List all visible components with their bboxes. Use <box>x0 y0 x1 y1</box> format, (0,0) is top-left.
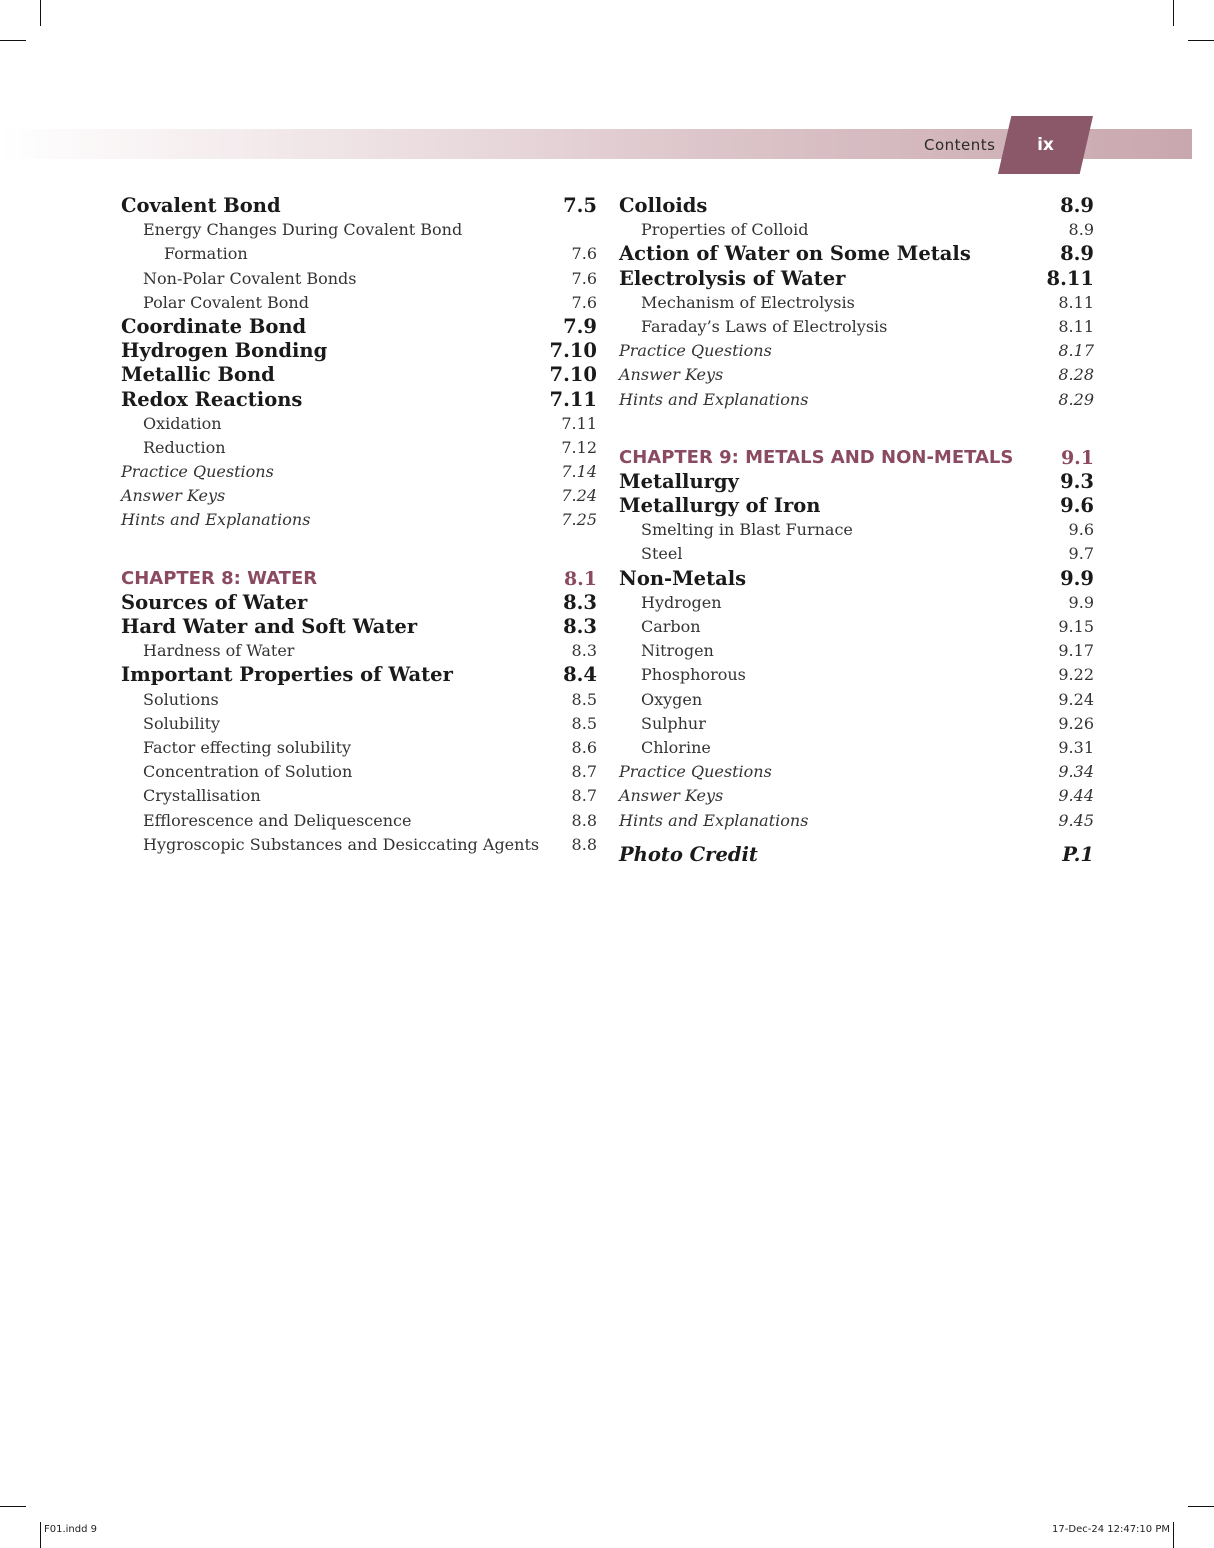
toc-entry-title: Chlorine <box>641 737 711 757</box>
toc-entry-title: Solubility <box>143 713 221 733</box>
toc-entry-title: Polar Covalent Bond <box>143 292 309 312</box>
toc-entry[interactable] <box>619 494 1094 518</box>
toc-entry-title: Solutions <box>143 689 219 709</box>
toc-back-matter-entry[interactable] <box>619 760 1094 784</box>
toc-entry-page: 9.26 <box>1058 713 1094 733</box>
toc-entry-page: 8.11 <box>1058 292 1094 312</box>
toc-entry-page: 7.6 <box>571 268 597 288</box>
footer-file-info: F01.indd 9 <box>44 1524 98 1535</box>
toc-subentry[interactable] <box>121 412 597 436</box>
crop-mark <box>40 1522 41 1548</box>
toc-entry-title: Non-Polar Covalent Bonds <box>143 268 357 288</box>
toc-entry-page: 7.10 <box>549 339 597 363</box>
toc-entry-title: Formation <box>164 244 248 264</box>
toc-entry-title: Crystallisation <box>143 786 261 806</box>
toc-entry[interactable] <box>619 567 1094 591</box>
toc-entry-page: 9.6 <box>1068 520 1094 540</box>
toc-entry[interactable] <box>121 194 597 218</box>
toc-subentry[interactable] <box>121 784 597 808</box>
toc-subentry[interactable] <box>619 518 1094 542</box>
toc-entry-title: CHAPTER 8: WATER <box>121 567 318 589</box>
toc-entry-title: Oxygen <box>641 689 703 709</box>
toc-entry-page: 9.3 <box>1060 469 1094 493</box>
toc-entry-page: 8.11 <box>1046 266 1094 290</box>
toc-entry-title: Metallic Bond <box>121 363 275 387</box>
toc-entry-title: Steel <box>641 544 683 564</box>
toc-entry-title: Hints and Explanations <box>121 510 311 530</box>
toc-entry-page: 9.24 <box>1058 689 1094 709</box>
toc-entry-page: 8.28 <box>1058 365 1094 385</box>
toc-entry-title: Electrolysis of Water <box>619 266 846 290</box>
toc-subentry[interactable] <box>619 639 1094 663</box>
toc-entry-title: Energy Changes During Covalent Bond <box>143 220 463 240</box>
toc-entry-page: 9.15 <box>1058 617 1094 636</box>
toc-back-matter-entry[interactable] <box>619 784 1094 808</box>
toc-entry-page: 8.17 <box>1058 341 1094 361</box>
toc-entry-title: Photo Credit <box>619 842 758 866</box>
toc-entry-title: Hard Water and Soft Water <box>121 615 418 638</box>
toc-entry-title: Mechanism of Electrolysis <box>641 292 855 312</box>
toc-entry-title: Concentration of Solution <box>143 762 353 782</box>
toc-subentry[interactable] <box>619 615 1094 639</box>
toc-entry-page: 8.11 <box>1058 316 1094 336</box>
crop-mark <box>1188 40 1214 41</box>
toc-entry-title: CHAPTER 9: METALS AND NON-METALS <box>619 446 1014 468</box>
toc-entry[interactable] <box>121 388 597 412</box>
toc-entry-title: Properties of Colloid <box>641 220 809 240</box>
toc-subentry[interactable] <box>619 291 1094 315</box>
toc-entry-title: Answer Keys <box>121 486 226 506</box>
toc-entry-page: 8.9 <box>1068 220 1094 240</box>
toc-entry-title: Oxidation <box>143 413 222 433</box>
toc-entry[interactable] <box>619 267 1094 291</box>
toc-entry-title: Hints and Explanations <box>619 810 809 830</box>
toc-subentry-continuation[interactable] <box>121 242 597 266</box>
toc-entry-title: Redox Reactions <box>121 387 303 411</box>
toc-entry-page: 8.4 <box>563 663 597 687</box>
toc-entry-page: 8.5 <box>571 713 597 733</box>
toc-subentry[interactable] <box>121 712 597 736</box>
toc-subentry[interactable] <box>619 542 1094 566</box>
crop-mark <box>0 40 26 41</box>
toc-entry-page: 7.11 <box>549 387 597 411</box>
toc-subentry[interactable] <box>619 712 1094 736</box>
toc-entry-title: Faraday’s Laws of Electrolysis <box>641 316 888 336</box>
toc-entry-page: 9.34 <box>1058 762 1094 782</box>
toc-subentry[interactable] <box>121 436 597 460</box>
toc-entry-page: 7.25 <box>561 510 597 530</box>
toc-entry-page: 7.6 <box>571 292 597 312</box>
toc-back-matter-entry[interactable] <box>619 388 1094 412</box>
toc-entry-title: Phosphorous <box>641 665 746 685</box>
toc-entry-title: Efflorescence and Deliquescence <box>143 810 412 830</box>
toc-entry-title: Hardness of Water <box>143 641 295 661</box>
toc-entry[interactable] <box>121 663 597 687</box>
toc-entry-page: 9.22 <box>1058 665 1094 685</box>
toc-subentry[interactable] <box>121 760 597 784</box>
toc-entry-title: Coordinate Bond <box>121 314 307 338</box>
toc-back-matter-entry[interactable] <box>121 508 597 532</box>
toc-subentry[interactable] <box>121 736 597 760</box>
toc-entry[interactable] <box>619 470 1094 494</box>
toc-entry-page: 8.3 <box>571 641 597 661</box>
toc-entry-page: P.1 <box>1062 842 1094 866</box>
toc-entry-title: Practice Questions <box>619 341 772 361</box>
toc-entry-page: 8.5 <box>571 689 597 709</box>
toc-entry-page: 9.7 <box>1068 544 1094 564</box>
toc-back-matter-entry[interactable] <box>121 460 597 484</box>
toc-entry-page: 8.9 <box>1060 242 1094 266</box>
toc-entry[interactable] <box>121 315 597 339</box>
toc-subentry[interactable] <box>619 218 1094 242</box>
toc-entry-page: 8.7 <box>571 786 597 806</box>
toc-entry-title: Answer Keys <box>619 365 724 385</box>
crop-mark <box>1173 0 1174 26</box>
toc-entry-page: 8.6 <box>571 737 597 757</box>
crop-mark <box>1188 1506 1214 1507</box>
toc-entry-page: 9.44 <box>1058 786 1094 806</box>
toc-entry-page: 9.1 <box>1060 446 1094 469</box>
toc-entry-page: 7.10 <box>549 363 597 387</box>
toc-entry-page: 7.11 <box>561 413 597 433</box>
toc-entry-title: Sources of Water <box>121 590 308 614</box>
toc-entry-title: Practice Questions <box>121 462 274 482</box>
toc-entry-page: 8.9 <box>1060 194 1094 217</box>
toc-subentry[interactable] <box>619 663 1094 687</box>
section-spacer <box>619 412 1094 446</box>
toc-subentry[interactable] <box>619 315 1094 339</box>
section-spacer <box>619 833 1094 843</box>
toc-subentry[interactable] <box>619 591 1094 615</box>
toc-entry-page: 8.7 <box>571 762 597 782</box>
toc-entry[interactable] <box>121 615 597 639</box>
toc-entry-page: 7.12 <box>561 437 597 457</box>
crop-mark <box>40 0 41 26</box>
toc-entry-page: 9.45 <box>1058 810 1094 830</box>
section-spacer <box>121 533 597 567</box>
toc-entry-title: Colloids <box>619 194 708 217</box>
toc-subentry[interactable] <box>121 267 597 291</box>
toc-left-column <box>121 194 597 857</box>
toc-entry-page: 8.3 <box>563 615 597 638</box>
chapter-heading[interactable] <box>619 446 1094 470</box>
toc-entry-title: Answer Keys <box>619 786 724 806</box>
toc-subentry[interactable] <box>121 809 597 833</box>
toc-back-matter-entry[interactable] <box>121 484 597 508</box>
toc-entry-title: Factor effecting solubility <box>143 737 352 757</box>
toc-subentry[interactable] <box>121 639 597 663</box>
toc-entry-title: Important Properties of Water <box>121 663 453 687</box>
toc-entry[interactable] <box>619 194 1094 218</box>
toc-entry-page: 9.31 <box>1058 737 1094 757</box>
toc-entry-title: Carbon <box>641 617 701 636</box>
toc-entry-page: 8.3 <box>563 590 597 614</box>
crop-mark <box>1173 1522 1174 1548</box>
toc-subentry[interactable] <box>121 218 597 242</box>
toc-entry-page: 7.14 <box>561 462 597 482</box>
toc-entry[interactable] <box>619 843 1094 867</box>
toc-entry-page: 8.1 <box>563 567 597 590</box>
toc-entry[interactable] <box>121 339 597 363</box>
page-number: ix <box>1037 135 1054 155</box>
toc-entry-title: Hygroscopic Substances and Desiccating Agents <box>143 834 540 854</box>
toc-entry[interactable] <box>121 591 597 615</box>
toc-entry-page: 7.9 <box>563 314 597 338</box>
toc-entry-title: Hydrogen <box>641 592 722 612</box>
toc-entry-title: Sulphur <box>641 713 706 733</box>
toc-entry-page: 9.9 <box>1068 592 1094 612</box>
toc-entry-title: Non-Metals <box>619 566 747 590</box>
toc-entry-title: Hints and Explanations <box>619 389 809 409</box>
toc-subentry[interactable] <box>121 833 597 857</box>
toc-entry-page: 8.8 <box>571 834 597 854</box>
toc-entry-page: 9.17 <box>1058 641 1094 661</box>
toc-subentry[interactable] <box>619 736 1094 760</box>
toc-entry-title: Covalent Bond <box>121 194 281 217</box>
toc-entry[interactable] <box>121 363 597 387</box>
toc-entry[interactable] <box>619 242 1094 266</box>
toc-back-matter-entry[interactable] <box>619 809 1094 833</box>
toc-right-column <box>619 194 1094 867</box>
toc-entry-page: 7.5 <box>563 194 597 217</box>
toc-back-matter-entry[interactable] <box>619 363 1094 387</box>
header-section-label: Contents <box>924 136 996 154</box>
toc-subentry[interactable] <box>121 291 597 315</box>
toc-entry-title: Hydrogen Bonding <box>121 339 328 363</box>
toc-entry-title: Metallurgy <box>619 469 739 493</box>
toc-entry-page: 8.29 <box>1058 389 1094 409</box>
toc-subentry[interactable] <box>121 688 597 712</box>
toc-entry-page: 9.6 <box>1060 494 1094 518</box>
toc-entry-page: 9.9 <box>1060 566 1094 590</box>
toc-entry-page: 7.6 <box>571 244 597 264</box>
toc-back-matter-entry[interactable] <box>619 339 1094 363</box>
toc-subentry[interactable] <box>619 688 1094 712</box>
toc-entry-title: Reduction <box>143 437 226 457</box>
crop-mark <box>0 1506 26 1507</box>
toc-entry-title: Smelting in Blast Furnace <box>641 520 853 540</box>
chapter-heading[interactable] <box>121 567 597 591</box>
toc-entry-title: Metallurgy of Iron <box>619 494 821 518</box>
toc-entry-title: Practice Questions <box>619 762 772 782</box>
toc-entry-title: Action of Water on Some Metals <box>619 242 971 266</box>
footer-timestamp: 17-Dec-24 12:47:10 PM <box>1052 1524 1170 1535</box>
toc-entry-page: 7.24 <box>561 486 597 506</box>
toc-entry-title: Nitrogen <box>641 641 714 661</box>
toc-entry-page: 8.8 <box>571 810 597 830</box>
